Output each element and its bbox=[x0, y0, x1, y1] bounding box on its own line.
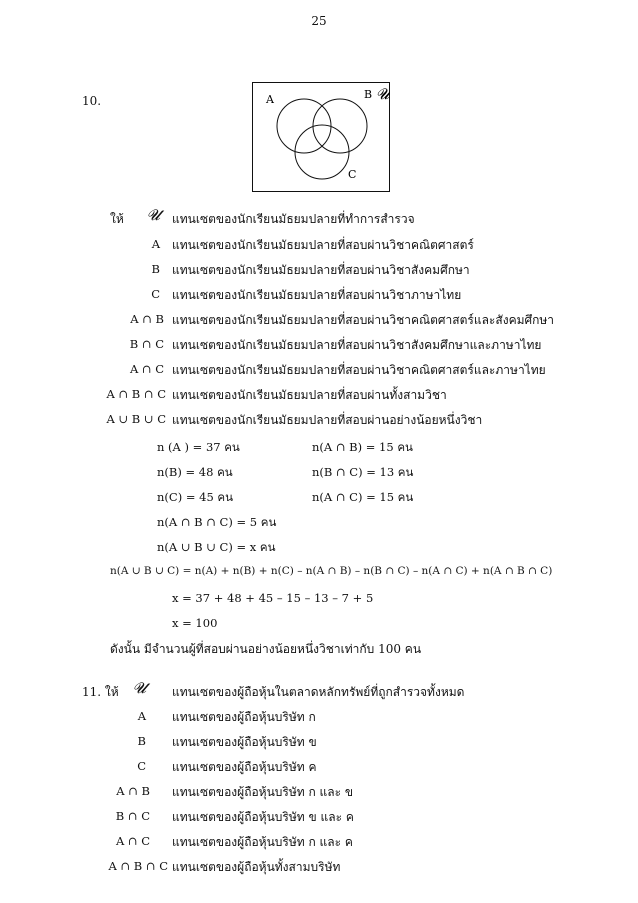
venn-label-c: C bbox=[348, 168, 357, 181]
q11-def-text-4: แทนเซตของผู้ถือหุ้นบริษัท ก และ ข bbox=[172, 785, 354, 799]
venn-label-a: A bbox=[266, 93, 274, 106]
q10-def-text-8: แทนเซตของนักเรียนมัธยมปลายที่สอบผ่านอย่างน้อยหนึ่งวิชา bbox=[172, 413, 483, 427]
given-left-2: n(C) = 45 คน bbox=[157, 490, 233, 504]
q11-def-text-0: แทนเซตของผู้ถือหุ้นในตลาดหลักทรัพย์ที่ถูกสำรวจทั้งหมด bbox=[172, 685, 465, 699]
q11-def-sym-0: 𝓤 bbox=[132, 679, 146, 697]
q11-def-sym-4: A ∩ B bbox=[116, 784, 150, 798]
q11-def-text-3: แทนเซตของผู้ถือหุ้นบริษัท ค bbox=[172, 760, 317, 774]
q10-def-text-5: แทนเซตของนักเรียนมัธยมปลายที่สอบผ่านวิชาสังคมศึกษาและภาษาไทย bbox=[172, 338, 542, 352]
given-right-1: n(B ∩ C) = 13 คน bbox=[312, 465, 414, 479]
set-b-circle bbox=[313, 99, 367, 153]
q10-def-sym-8: A ∪ B ∪ C bbox=[106, 412, 166, 426]
q10-def-sym-4: A ∩ B bbox=[130, 312, 164, 326]
q10-def-text-6: แทนเซตของนักเรียนมัธยมปลายที่สอบผ่านวิชาคณิตศาสตร์และภาษาไทย bbox=[172, 363, 546, 377]
set-c-circle bbox=[295, 125, 349, 179]
q11-def-text-1: แทนเซตของผู้ถือหุ้นบริษัท ก bbox=[172, 710, 316, 724]
inclusion-exclusion-formula: n(A ∪ B ∪ C) = n(A) + n(B) + n(C) – n(A ∩ B) – n(B ∩ C) – n(A ∩ C) + n(A ∩ B ∩ C) bbox=[110, 565, 553, 577]
q10-def-text-0: แทนเซตของนักเรียนมัธยมปลายที่ทำการสำรวจ bbox=[172, 212, 415, 226]
q11-def-sym-7: A ∩ B ∩ C bbox=[108, 859, 168, 873]
q11-def-text-5: แทนเซตของผู้ถือหุ้นบริษัท ข และ ค bbox=[172, 810, 354, 824]
venn-diagram bbox=[252, 82, 390, 192]
q11-def-text-2: แทนเซตของผู้ถือหุ้นบริษัท ข bbox=[172, 735, 317, 749]
calculation-step-1: x = 37 + 48 + 45 – 15 – 13 – 7 + 5 bbox=[172, 591, 374, 605]
given-triple: n(A ∩ B ∩ C) = 5 คน bbox=[157, 515, 277, 529]
q11-def-text-7: แทนเซตของผู้ถือหุ้นทั้งสามบริษัท bbox=[172, 860, 341, 874]
q10-def-sym-6: A ∩ C bbox=[129, 362, 164, 376]
venn-label-b: B bbox=[364, 88, 373, 101]
given-union: n(A ∪ B ∪ C) = x คน bbox=[157, 540, 276, 554]
q10-def-sym-3: C bbox=[151, 287, 160, 301]
venn-label-u: 𝓤 bbox=[376, 85, 390, 103]
given-left-1: n(B) = 48 คน bbox=[157, 465, 233, 479]
q10-def-sym-7: A ∩ B ∩ C bbox=[106, 387, 166, 401]
q11-def-text-6: แทนเซตของผู้ถือหุ้นบริษัท ก และ ค bbox=[172, 835, 353, 849]
question-11-number: 11. ให้ bbox=[82, 685, 119, 699]
q10-def-text-1: แทนเซตของนักเรียนมัธยมปลายที่สอบผ่านวิชาคณิตศาสตร์ bbox=[172, 238, 474, 252]
q11-def-sym-3: C bbox=[137, 759, 146, 773]
q11-def-sym-1: A bbox=[137, 709, 146, 723]
q11-def-sym-2: B bbox=[137, 734, 146, 748]
q10-intro: ให้ bbox=[110, 212, 124, 226]
q11-def-sym-5: B ∩ C bbox=[115, 809, 150, 823]
q10-def-sym-0: 𝓤 bbox=[146, 206, 160, 224]
q10-def-text-4: แทนเซตของนักเรียนมัธยมปลายที่สอบผ่านวิชาคณิตศาสตร์และสังคมศึกษา bbox=[172, 313, 555, 327]
calculation-step-2: x = 100 bbox=[172, 616, 218, 630]
q10-def-text-7: แทนเซตของนักเรียนมัธยมปลายที่สอบผ่านทั้งสามวิชา bbox=[172, 388, 447, 402]
q10-def-sym-2: B bbox=[151, 262, 160, 276]
page-number: 25 bbox=[311, 14, 327, 28]
given-left-0: n (A ) = 37 คน bbox=[157, 440, 240, 454]
q10-def-text-2: แทนเซตของนักเรียนมัธยมปลายที่สอบผ่านวิชาสังคมศึกษา bbox=[172, 263, 470, 277]
question-10-number: 10. bbox=[82, 94, 102, 108]
q10-def-text-3: แทนเซตของนักเรียนมัธยมปลายที่สอบผ่านวิชาภาษาไทย bbox=[172, 288, 462, 302]
given-right-2: n(A ∩ C) = 15 คน bbox=[312, 490, 414, 504]
q10-def-sym-1: A bbox=[151, 237, 160, 251]
q10-conclusion: ดังนั้น มีจำนวนผู้ที่สอบผ่านอย่างน้อยหนึ่งวิชาเท่ากับ 100 คน bbox=[110, 642, 422, 656]
q11-def-sym-6: A ∩ C bbox=[115, 834, 150, 848]
q10-def-sym-5: B ∩ C bbox=[129, 337, 164, 351]
set-a-circle bbox=[277, 99, 331, 153]
given-right-0: n(A ∩ B) = 15 คน bbox=[312, 440, 413, 454]
